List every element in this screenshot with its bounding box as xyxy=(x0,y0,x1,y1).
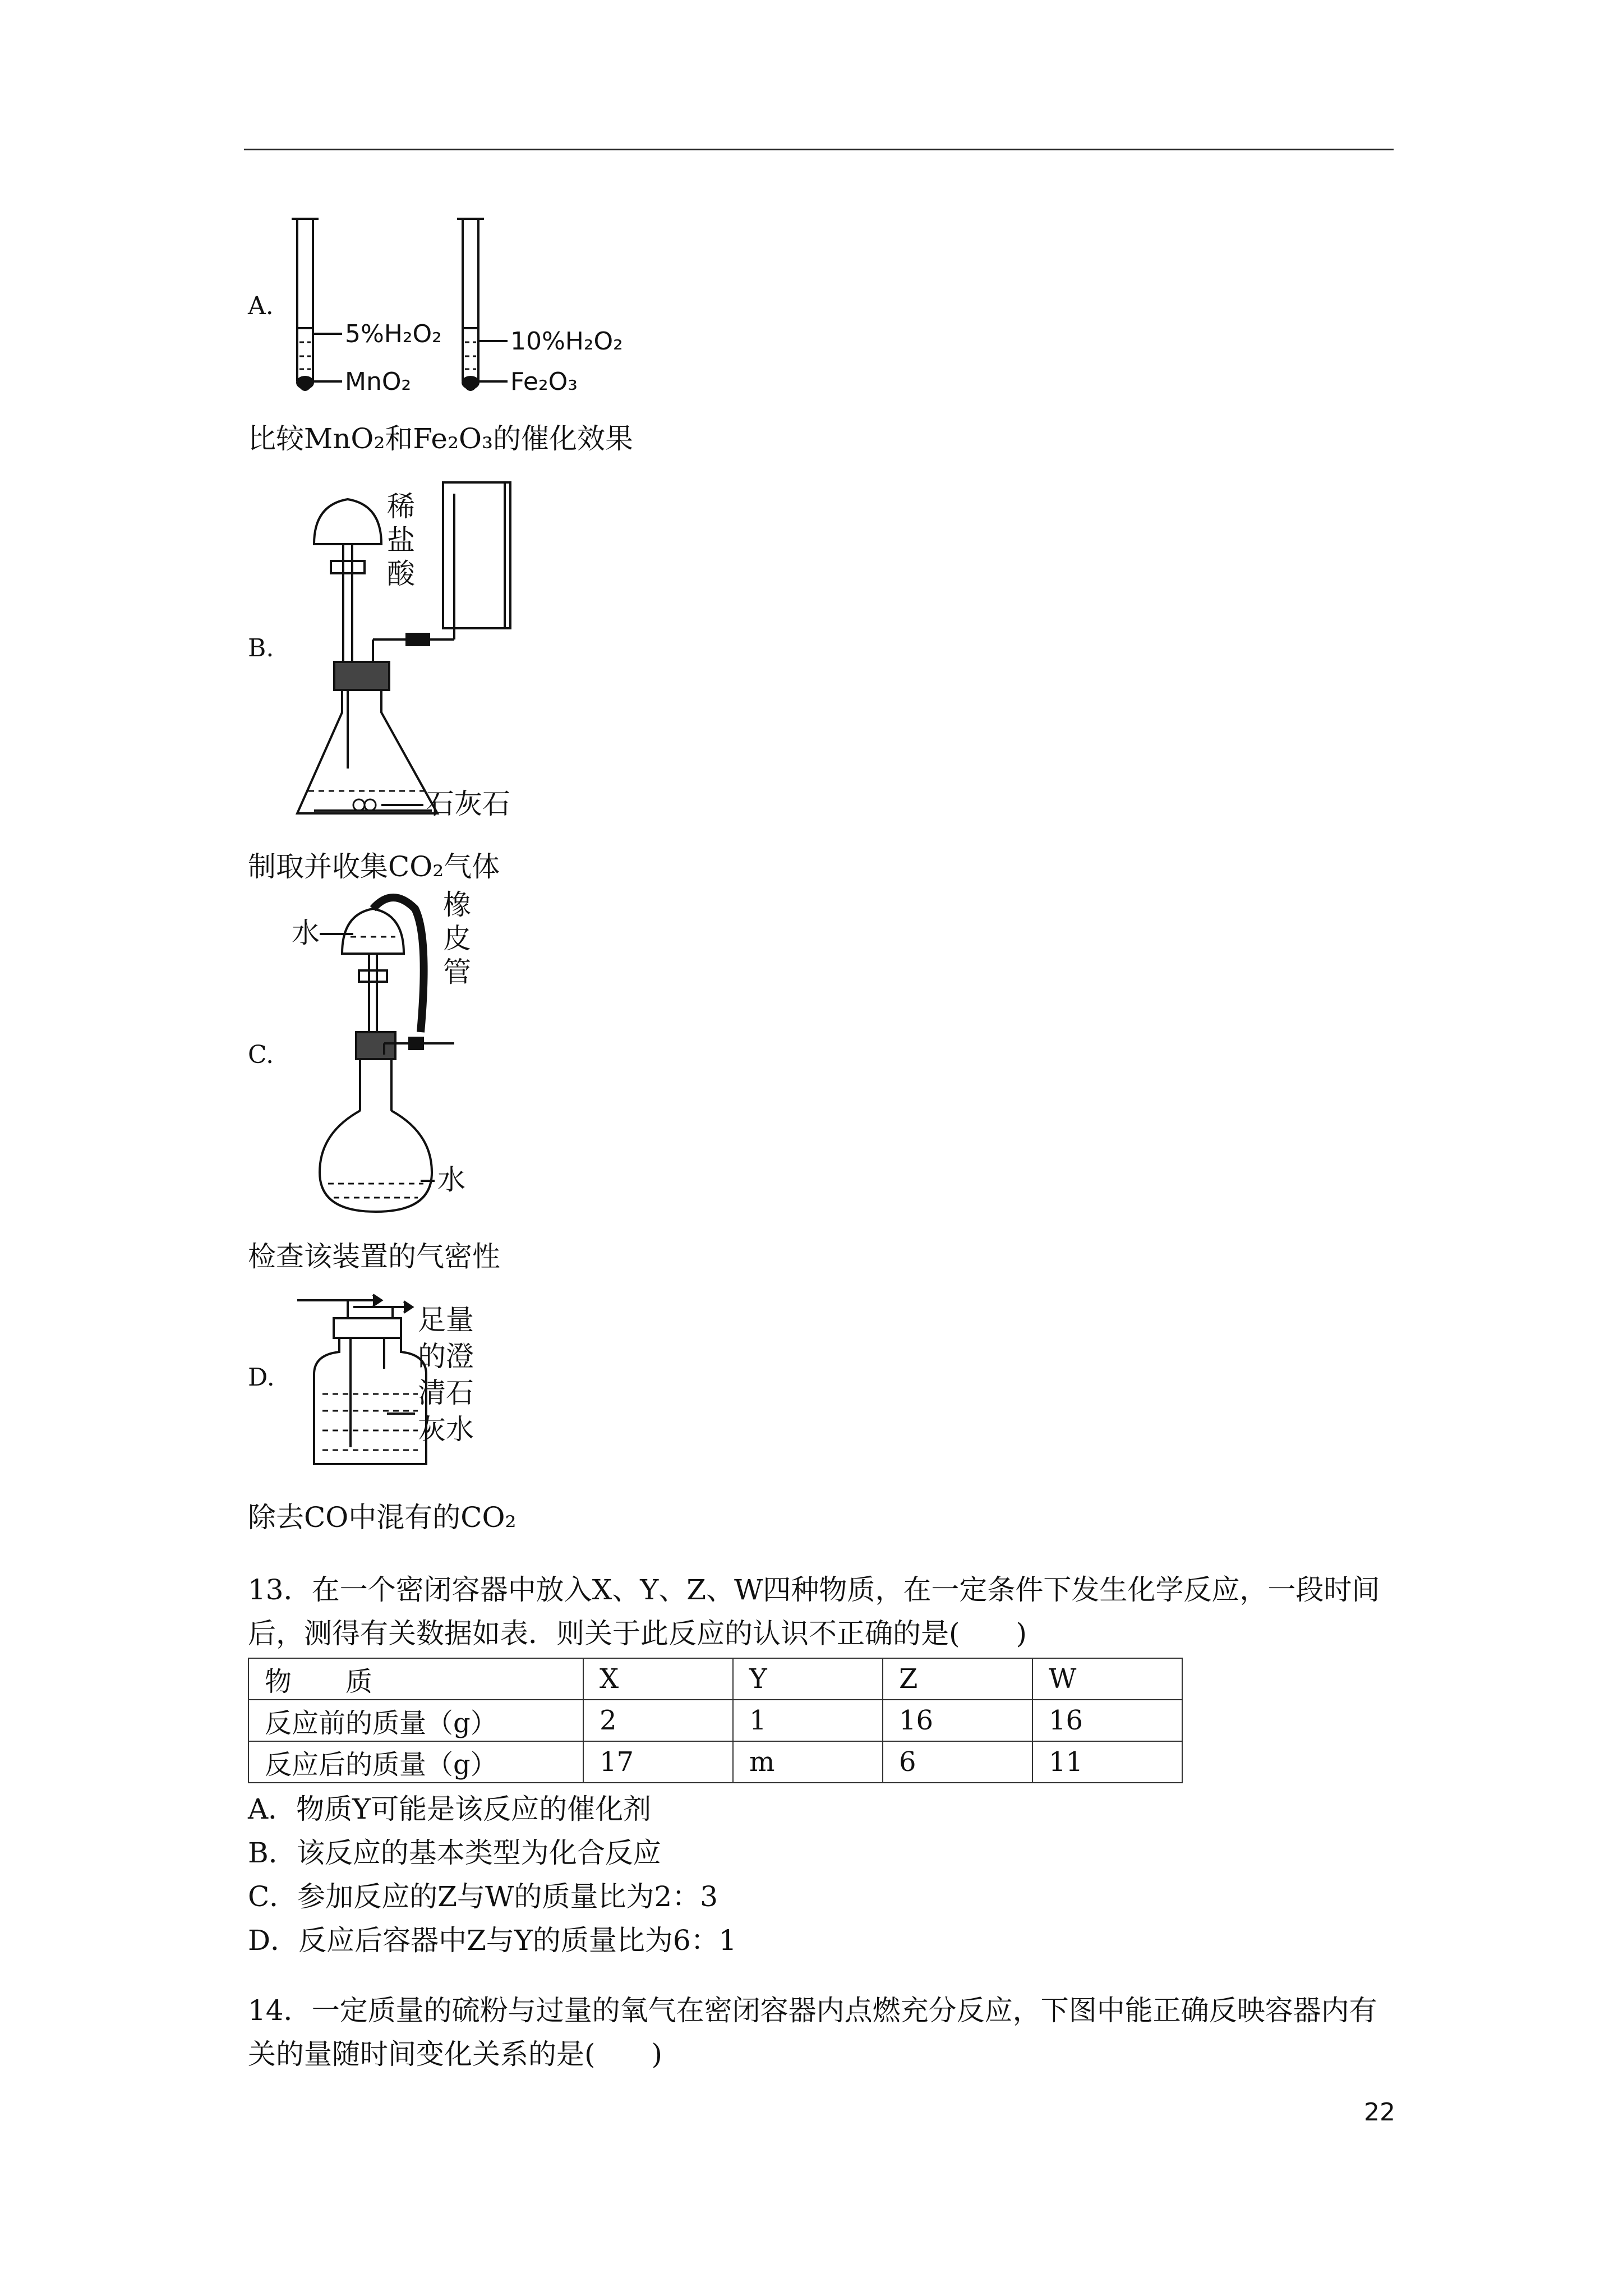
q13-choice-d: D．反应后容器中Z与Y的质量比为6：1 xyxy=(248,1924,737,1957)
table-cell: 11 xyxy=(1032,1741,1182,1783)
table-cell: 反应前的质量（g） xyxy=(248,1700,583,1741)
limewater-label-4: 灰水 xyxy=(418,1413,474,1446)
question-13-table xyxy=(248,1658,1183,1783)
table-cell: 1 xyxy=(733,1700,883,1741)
rubber-tube-label-2: 皮 xyxy=(443,922,471,955)
table-cell: 16 xyxy=(1032,1700,1182,1741)
option-a-caption: 比较MnO₂和Fe₂O₃的催化效果 xyxy=(248,422,634,455)
tube1-catalyst-label: MnO₂ xyxy=(345,367,412,396)
rubber-tube-label-3: 管 xyxy=(443,956,471,988)
tube2-catalyst-label: Fe₂O₃ xyxy=(510,367,578,396)
limewater-label-3: 清石 xyxy=(418,1377,474,1409)
table-cell: 物 质 xyxy=(248,1658,583,1700)
question-13-text: 13．在一个密闭容器中放入X、Y、Z、W四种物质，在一定条件下发生化学反应，一段时间后，测得有关数据如表．则关于此反应的认识不正确的是( ) xyxy=(248,1573,1380,1650)
table-cell: X xyxy=(583,1658,733,1700)
table-cell: m xyxy=(733,1741,883,1783)
option-d-figure xyxy=(280,1285,505,1481)
option-b-caption: 制取并收集CO₂气体 xyxy=(248,850,500,883)
q13-choice-c: C．参加反应的Z与W的质量比为2：3 xyxy=(248,1880,718,1913)
q13-choice-b: B．该反应的基本类型为化合反应 xyxy=(248,1837,661,1869)
table-row xyxy=(248,1741,1182,1783)
table-cell: 16 xyxy=(883,1700,1032,1741)
table-row xyxy=(248,1700,1182,1741)
header-rule xyxy=(244,149,1394,150)
option-b-figure xyxy=(280,477,594,836)
option-d-letter: D. xyxy=(248,1363,275,1392)
option-c-caption: 检查该装置的气密性 xyxy=(248,1240,500,1273)
limewater-label-2: 的澄 xyxy=(418,1340,474,1373)
limestone-label: 石灰石 xyxy=(426,788,510,820)
water-top-label: 水 xyxy=(292,917,320,949)
table-cell: Z xyxy=(883,1658,1032,1700)
table-header-row xyxy=(248,1658,1182,1700)
question-14-text: 14．一定质量的硫粉与过量的氧气在密闭容器内点燃充分反应，下图中能正确反映容器内有关的量随时间变化关系的是( ) xyxy=(248,1994,1377,2070)
acid-label-1: 稀 xyxy=(387,490,415,523)
table-cell: 6 xyxy=(883,1741,1032,1783)
option-c-figure xyxy=(280,889,505,1228)
rubber-tube-label-1: 橡 xyxy=(443,889,471,921)
option-c-letter: C. xyxy=(248,1041,274,1069)
tube2-solution-label: 10%H₂O₂ xyxy=(510,327,623,356)
option-a-letter: A. xyxy=(248,292,274,320)
q13-choice-a: A．物质Y可能是该反应的催化剂 xyxy=(248,1793,652,1825)
acid-label-3: 酸 xyxy=(387,558,415,590)
page-number: 22 xyxy=(1364,2098,1395,2127)
tube1-solution-label: 5%H₂O₂ xyxy=(345,320,442,348)
water-bottom-label: 水 xyxy=(437,1163,465,1196)
option-d-caption: 除去CO中混有的CO₂ xyxy=(248,1501,517,1534)
table-cell: 2 xyxy=(583,1700,733,1741)
limewater-label-1: 足量 xyxy=(418,1304,474,1336)
table-cell: 反应后的质量（g） xyxy=(248,1741,583,1783)
table-cell: W xyxy=(1032,1658,1182,1700)
acid-label-2: 盐 xyxy=(387,524,415,556)
option-b-letter: B. xyxy=(248,634,274,662)
option-a-figure xyxy=(280,213,673,404)
table-cell: Y xyxy=(733,1658,883,1700)
table-cell: 17 xyxy=(583,1741,733,1783)
